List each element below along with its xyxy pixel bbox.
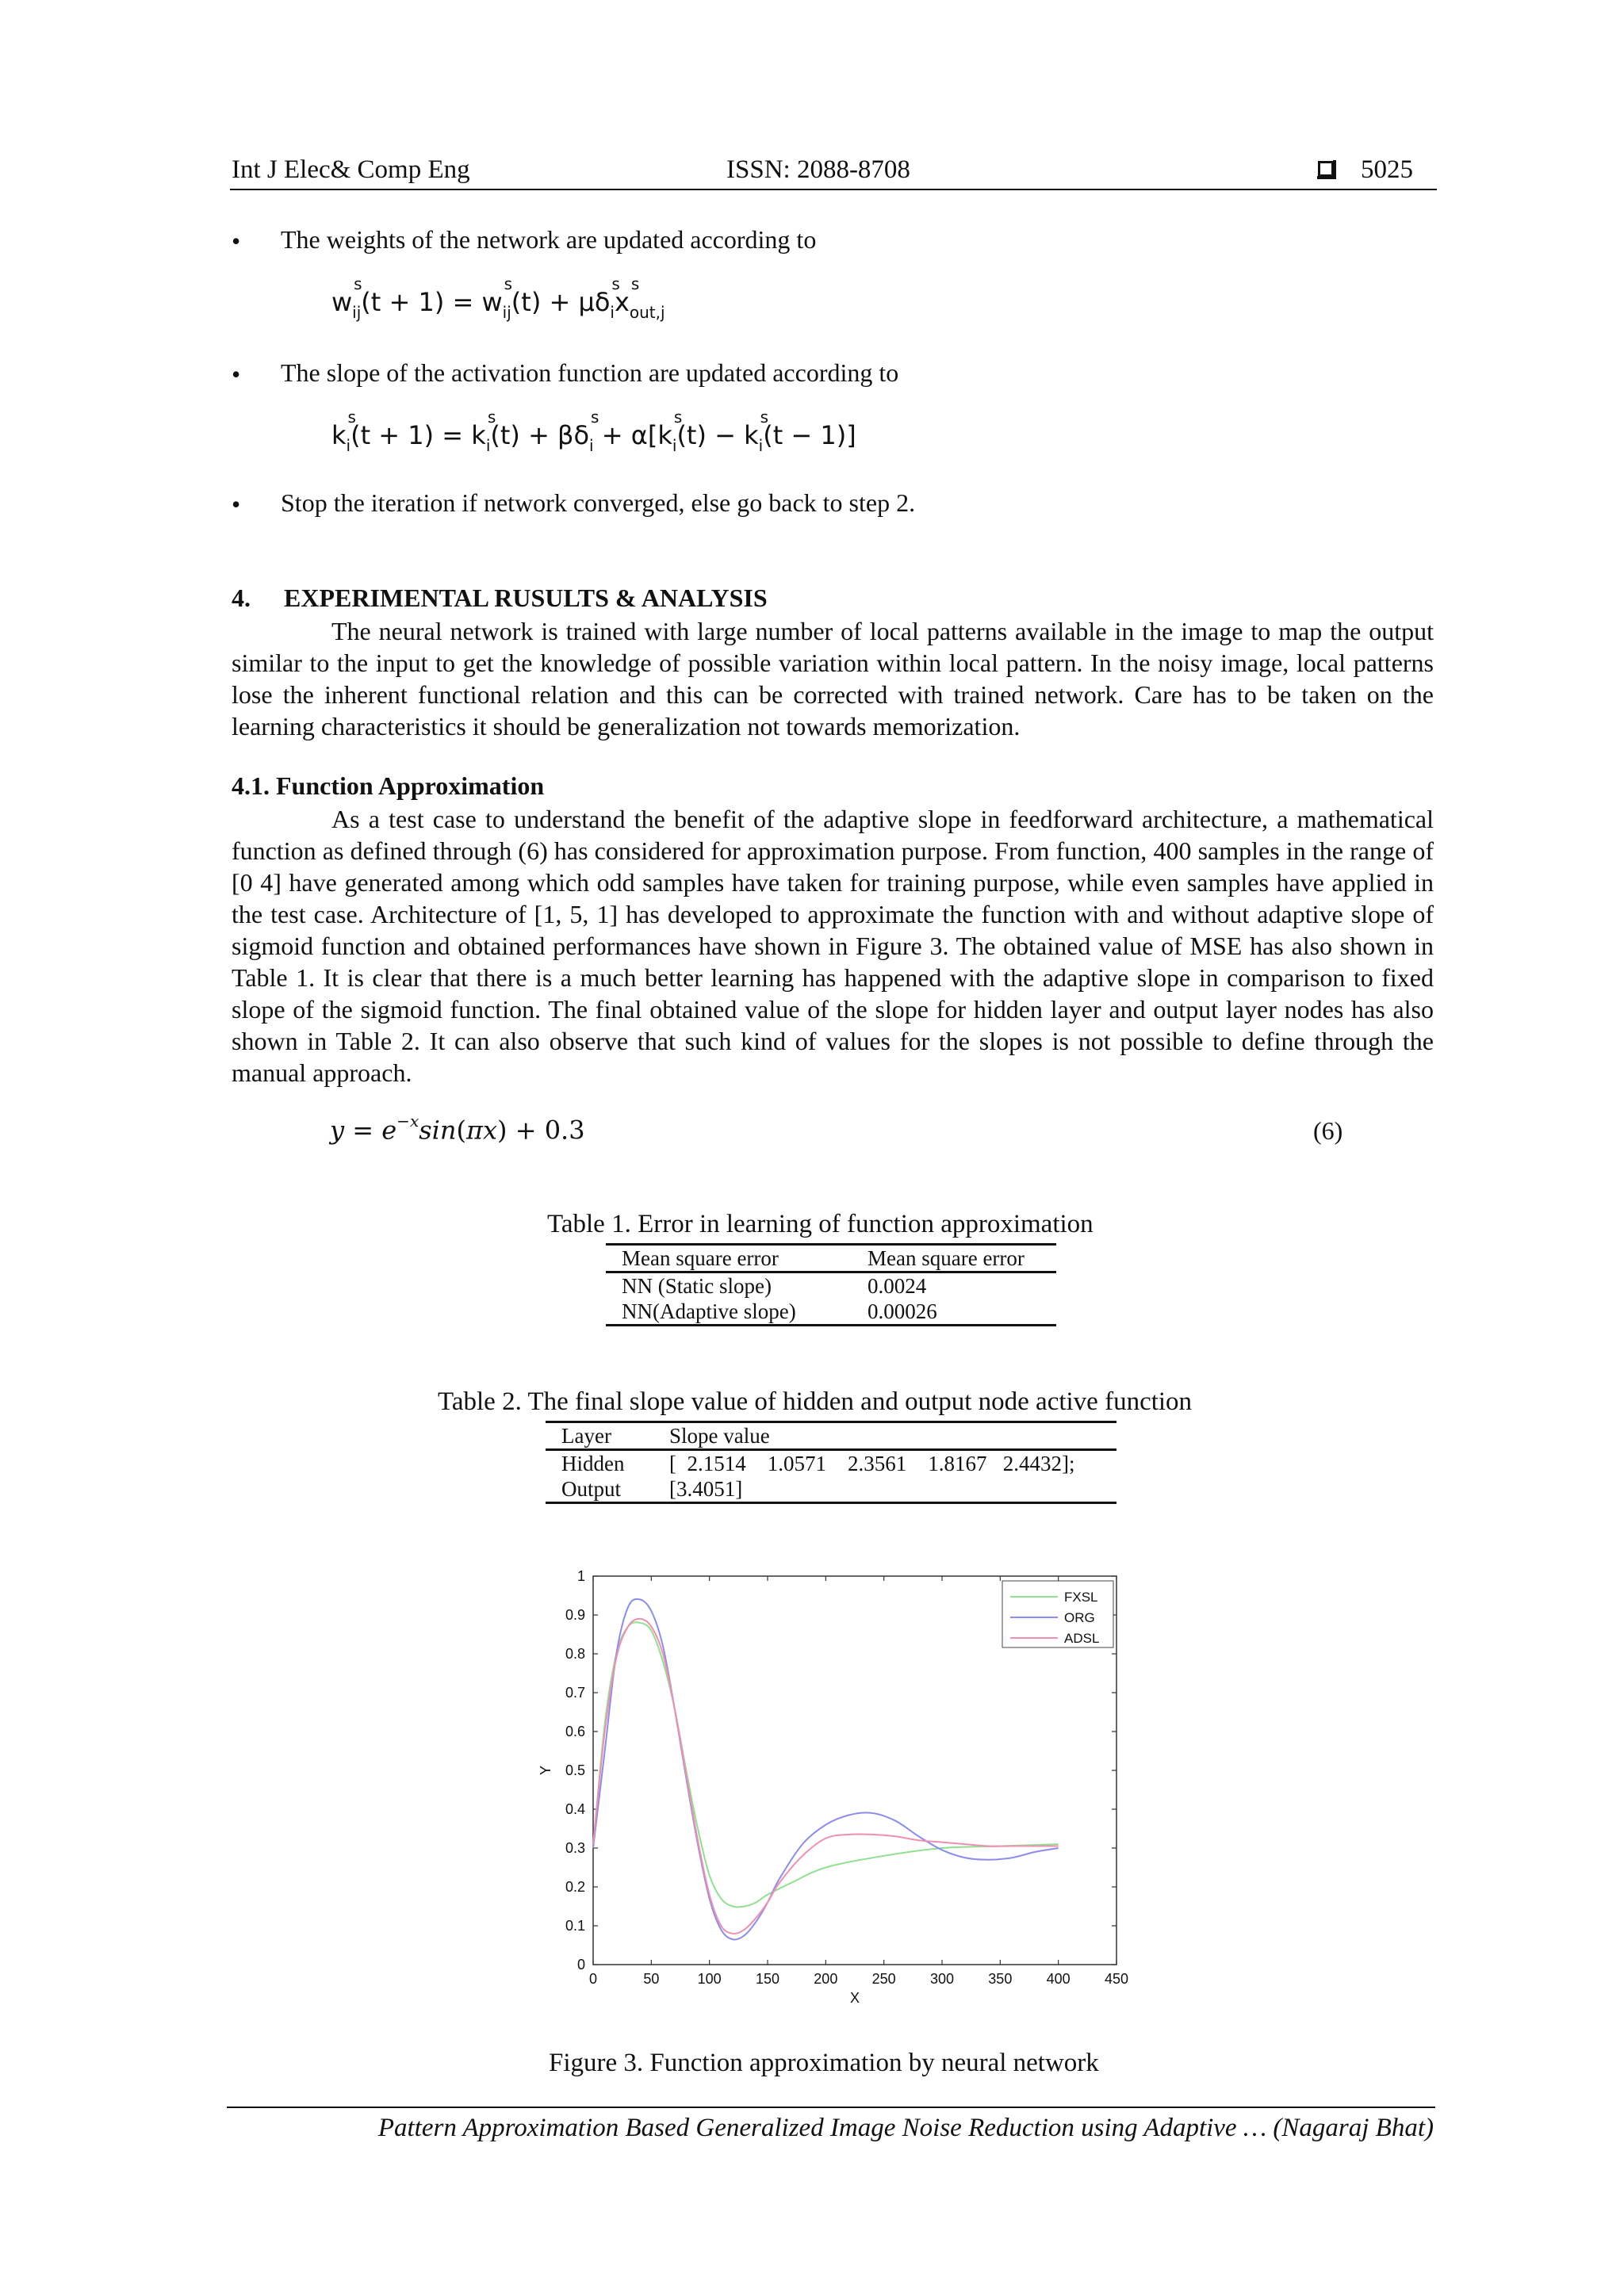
bullet-dot-icon: • (232, 360, 241, 388)
x-tick-label: 0 (588, 1971, 598, 1987)
table2-caption: Table 2. The final slope value of hidden and output node active function (438, 1387, 1193, 1416)
legend-label: FXSL (1064, 1590, 1098, 1605)
page-number-group (1318, 155, 1413, 185)
table1-cell: 0.0024 (868, 1274, 927, 1298)
table1-header-row (606, 1245, 1056, 1272)
bullet-weights: The weights of the network are updated according to (281, 225, 817, 254)
x-tick-label: 250 (871, 1971, 896, 1987)
table-row (606, 1272, 1056, 1299)
legend-label: ADSL (1064, 1631, 1100, 1646)
x-tick-label: 150 (755, 1971, 780, 1987)
y-tick-label: 0.3 (565, 1840, 585, 1856)
bullet-dot-icon: • (232, 490, 241, 519)
series-line-org (593, 1599, 1059, 1939)
legend-label: ORG (1064, 1610, 1095, 1625)
series-line-fxsl (593, 1622, 1059, 1907)
figure3-caption: Figure 3. Function approximation by neural network (549, 2049, 1099, 2077)
section4-paragraph: The neural network is trained with large number of local patterns available in the image to map the output similar to the input to get the knowledge of possible variation within local pattern. In the noisy image, local patterns lose the inherent functional relation and this can be corrected with trained network. Care has to be taken on the learning characteristics it should be generalization not towards memorization. (232, 617, 1434, 740)
x-tick-label: 300 (929, 1971, 955, 1987)
equation-6: $y = e^{-x}\sin(\pi x) + 0.3$ (330, 1112, 585, 1146)
header-rule (230, 189, 1437, 190)
figure3-chart (523, 1562, 1142, 2014)
bullet-stop: Stop the iteration if network converged, else go back to step 2. (281, 488, 916, 517)
y-tick-label: 0.2 (565, 1879, 585, 1895)
y-tick-label: 0.1 (565, 1918, 585, 1934)
x-tick-label: 50 (643, 1971, 660, 1987)
y-tick-label: 0.4 (565, 1801, 585, 1817)
section41-paragraph: As a test case to understand the benefit of the adaptive slope in feedforward architecture, a mathematical function as defined through (6) has considered for approximation purpose. From function, 400 samples in the range of [0 4] have generated among which odd samples have taken for training purpose, while even samples have applied in the test case. Architecture of [1, 5, 1] has developed to approximate the function with and without adaptive slope of sigmoid function and obtained performances have shown in Figure 3. The obtained value of MSE has also shown in Table 1. It is clear that there is a much better learning has happened with the adaptive slope in comparison to fixed slope of the sigmoid function. The final obtained value of the slope for hidden layer and output layer nodes has also shown in Table 2. It can also observe that such kind of values for the slopes is not possible to define through the manual approach. (232, 805, 1434, 1087)
table-row (606, 1299, 1056, 1326)
y-tick-label: 0.5 (565, 1762, 585, 1778)
y-tick-label: 0.6 (565, 1724, 585, 1739)
table-row (546, 1450, 1116, 1477)
page-box-icon (1318, 161, 1334, 177)
table2-cell: Output (561, 1477, 622, 1501)
journal-name: Int J Elec& Comp Eng (232, 155, 470, 184)
table1-caption: Table 1. Error in learning of function approximation (547, 1210, 1094, 1238)
y-tick-label: 0.8 (565, 1646, 585, 1662)
series-line-adsl (593, 1619, 1059, 1934)
x-axis-label: X (849, 1990, 860, 2006)
table1-header-cell: Mean square error (868, 1246, 1025, 1270)
table2-header-cell: Slope value (669, 1424, 770, 1448)
section-number: 4. (232, 584, 251, 612)
bullet-dot-icon: • (232, 227, 241, 255)
y-tick-label: 0 (576, 1957, 585, 1973)
table2-cell: [3.4051] (669, 1477, 743, 1501)
table1-cell: NN(Adaptive slope) (622, 1299, 796, 1323)
x-tick-label: 200 (814, 1971, 838, 1987)
x-tick-label: 450 (1104, 1971, 1129, 1987)
issn: ISSN: 2088-8708 (726, 155, 910, 184)
table2 (546, 1421, 1116, 1504)
equation-weights: w s $_{ij}$(t + 1) = w s $_{ij}$(t) + μδ s $_i$x s $_{out,j}$ (331, 274, 665, 322)
table1-cell: 0.00026 (868, 1299, 937, 1323)
table2-header-row (546, 1422, 1116, 1450)
equation-slope: k s $_i$(t + 1) = k s $_i$(t) + βδ s $_i$ + α[k s $_i$(t) − k s $_i$(t − 1)] (331, 408, 856, 455)
footer-rule (227, 2107, 1435, 2108)
table1-cell: NN (Static slope) (622, 1274, 772, 1298)
x-tick-label: 350 (988, 1971, 1013, 1987)
section-heading (232, 584, 768, 613)
footer-text: Pattern Approximation Based Generalized Image Noise Reduction using Adaptive … (Nagaraj Bhat) (377, 2114, 1434, 2142)
table-row (546, 1476, 1116, 1503)
equation-number: (6) (1313, 1116, 1343, 1145)
y-tick-label: 1 (576, 1568, 585, 1584)
section-title: EXPERIMENTAL RUSULTS & ANALYSIS (284, 584, 768, 612)
table2-cell: [ 2.1514 1.0571 2.3561 1.8167 2.4432]; (669, 1452, 1075, 1475)
table2-header-cell: Layer (561, 1424, 611, 1448)
y-axis-label: Y (538, 1765, 553, 1776)
bullet-slope: The slope of the activation function are updated according to (281, 358, 899, 387)
subsection-heading: 4.1. Function Approximation (232, 771, 545, 800)
x-tick-label: 100 (697, 1971, 722, 1987)
y-tick-label: 0.9 (565, 1607, 585, 1623)
page-number: 5025 (1361, 155, 1413, 184)
x-tick-label: 400 (1046, 1971, 1071, 1987)
table1-header-cell: Mean square error (622, 1246, 779, 1270)
table1 (606, 1243, 1056, 1326)
table2-cell: Hidden (561, 1452, 625, 1475)
y-tick-label: 0.7 (565, 1685, 585, 1701)
